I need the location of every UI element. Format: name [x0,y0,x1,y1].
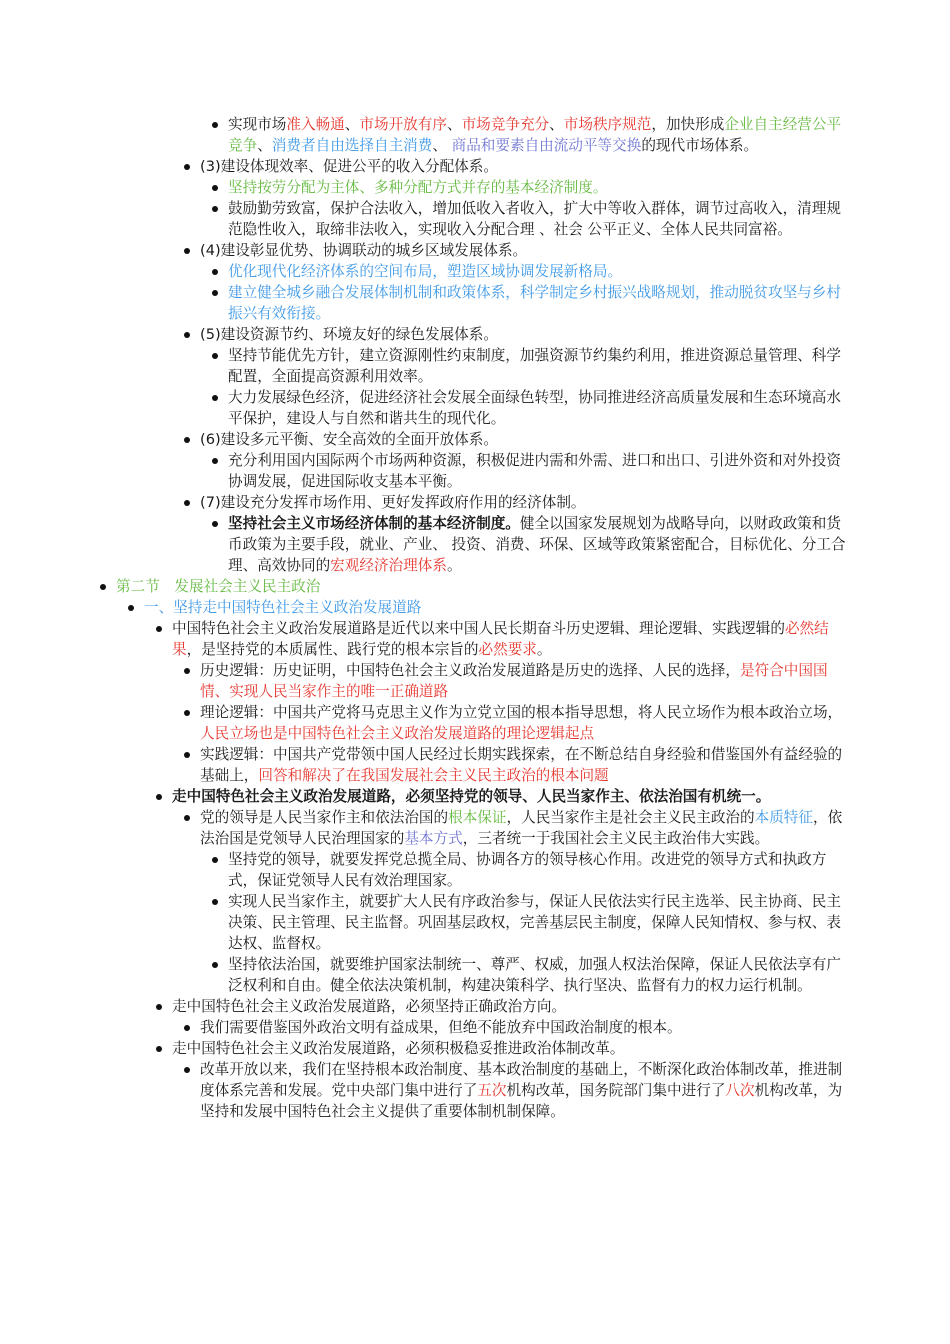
list-item-text [200,156,846,177]
bullet-icon [212,269,218,275]
list-item-level-3 [0,1038,846,1059]
bullet-icon [212,206,218,212]
highlighted-text: 根本保证 [448,809,507,826]
list-item-level-5 [0,387,846,429]
text-run: 充分利用国内国际两个市场两种资源，积极促进内需和外需、进口和出口、引进外资和对外投资协调发展，促进国际收支基本平衡。 [228,452,841,490]
text-run: 。 [446,557,462,574]
highlighted-text: 企业自主经营公平竞争 [228,116,842,154]
bullet-icon [212,521,218,527]
list-item-text [228,513,846,576]
list-item-text [200,660,846,702]
highlighted-text: 准入畅通 [286,116,345,133]
highlighted-text: 基本方式 [404,830,463,847]
list-item-level-5 [0,177,846,198]
list-item-text [144,597,846,618]
list-item-level-5 [0,891,846,954]
list-item-text [228,261,846,282]
bullet-icon [212,185,218,191]
list-item-level-2 [0,597,846,618]
text-run: 理论逻辑：中国共产党将马克思主义作为立党立国的根本指导思想，将人民立场作为根本政治立场， [200,704,843,721]
list-item-text [200,240,846,261]
highlighted-text: 一、坚持走中国特色社会主义政治发展道路 [144,599,422,616]
text-run: 坚持依法治国，就要维护国家法制统一、尊严、权威，加强人权法治保障，保证人民依法享有广泛权利和自由。健全依法决策机制，构建决策科学、执行坚决、监督有力的权力运行机制。 [228,956,841,994]
bullet-icon [156,626,162,632]
list-item-level-1 [0,576,846,597]
highlighted-text: 回答和解决了在我国发展社会主义民主政治的根本问题 [258,767,609,784]
text-run: ，三者统一于我国社会主义民主政治伟大实践。 [462,830,770,847]
list-item-level-5 [0,261,846,282]
text-run: 坚持党的领导，就要发挥党总揽全局、协调各方的领导核心作用。改进党的领导方式和执政方式，保证党领导人民有效治理国家。 [228,851,827,889]
text-run: 走中国特色社会主义政治发展道路，必须坚持正确政治方向。 [172,998,567,1015]
highlighted-text: 市场竞争充分 [461,116,550,133]
text-run: 走中国特色社会主义政治发展道路，必须积极稳妥推进政治体制改革。 [172,1040,625,1057]
list-item-text [228,387,846,429]
list-item-text [228,177,846,198]
text-run: 、 [344,116,360,133]
list-item-text [200,1059,846,1122]
list-item-text [228,198,846,240]
highlighted-text: 必然结果 [172,620,829,658]
bullet-icon [156,794,162,800]
list-item-text [200,1017,846,1038]
list-item-level-4 [0,744,846,786]
list-item-text [172,786,846,807]
text-run: 的现代市场体系。 [641,137,759,154]
text-run: 历史逻辑：历史证明，中国特色社会主义政治发展道路是历史的选择、人民的选择， [200,662,740,679]
list-item-text [228,849,846,891]
list-item-level-4 [0,324,846,345]
bullet-icon [184,1025,190,1031]
list-item-level-4 [0,156,846,177]
list-item-level-5 [0,114,846,156]
list-item-level-5 [0,345,846,387]
list-item-text [228,954,846,996]
list-item-level-4 [0,660,846,702]
bullet-icon [212,857,218,863]
bullet-icon [184,164,190,170]
text-run: 改革开放以来，我们在坚持根本政治制度、基本政治制度的基础上，不断深化政治体制改革，推进制度体系完善和发展。党中央部门集中进行了 [200,1061,843,1099]
bullet-icon [184,710,190,716]
list-item-level-5 [0,198,846,240]
list-item-level-4 [0,1059,846,1122]
text-run: 坚持社会主义市场经济体制的基本经济制度。 [228,515,520,532]
text-run: 、 [446,116,462,133]
bullet-icon [128,605,134,611]
list-item-level-5 [0,450,846,492]
highlighted-text: 坚持按劳分配为主体、多种分配方式并存的基本经济制度。 [228,179,608,196]
bullet-icon [184,752,190,758]
highlighted-text: 第二节 发展社会主义民主政治 [116,578,321,595]
text-run: (6)建设多元平衡、安全高效的全面开放体系。 [200,431,498,448]
bullet-icon [184,437,190,443]
text-run: 、 [257,137,272,154]
text-run: 健全以国家发展规划为战略导向，以财政政策和货币政策为主要手段，就业、产业、 投资、消费、环保、区域等政策紧密配合，目标优化、分工合理、高效协同的 [228,515,846,574]
highlighted-text: 市场开放有序 [359,116,447,133]
list-item-level-3 [0,786,846,807]
highlighted-text: 宏观经济治理体系 [330,557,447,574]
text-run: 走中国特色社会主义政治发展道路，必须坚持党的领导、人民当家作主、依法治国有机统一。 [172,788,771,805]
list-item-text [228,891,846,954]
highlighted-text: 八次 [725,1082,755,1099]
text-run: 我们需要借鉴国外政治文明有益成果，但绝不能放弃中国政治制度的根本。 [200,1019,682,1036]
bullet-icon [184,332,190,338]
bullet-icon [156,1046,162,1052]
text-run: 大力发展绿色经济，促进经济社会发展全面绿色转型，协同推进经济高质量发展和生态环境高水平保护，建设人与自然和谐共生的现代化。 [228,389,841,427]
text-run: 机构改革，国务院部门集中进行了 [506,1082,726,1099]
bullet-icon [212,290,218,296]
text-run: ，依法治国是党领导人民治理国家的 [200,809,843,847]
bullet-icon [184,668,190,674]
bullet-icon [156,1004,162,1010]
text-run: ，加快形成 [651,116,725,133]
highlighted-text: 消费者自由选择自主消费 [271,137,433,154]
bullet-icon [212,395,218,401]
list-item-text [200,807,846,849]
list-item-level-4 [0,492,846,513]
list-item-text [172,1038,846,1059]
highlighted-text: 是符合中国国情、实现人民当家作主的唯一正确道路 [200,662,828,700]
text-run: 党的领导是人民当家作主和依法治国的 [200,809,449,826]
list-item-text [200,744,846,786]
text-run: 中国特色社会主义政治发展道路是近代以来中国人民长期奋斗历史逻辑、理论逻辑、实践逻辑的 [172,620,785,637]
highlighted-text: 商品和要素自由流动平等交换 [451,137,642,154]
list-item-text [200,492,846,513]
bullet-icon [184,815,190,821]
bullet-icon [100,584,106,590]
bullet-icon [212,962,218,968]
bullet-icon [184,1067,190,1073]
list-item-level-4 [0,807,846,849]
list-item-text [172,996,846,1017]
highlighted-text: 必然要求 [478,641,537,658]
highlighted-text: 本质特征 [754,809,813,826]
list-item-text [228,345,846,387]
list-item-level-4 [0,240,846,261]
text-run: ，是坚持党的本质属性、践行党的根本宗旨的 [186,641,479,658]
list-item-text [200,324,846,345]
text-run: 实践逻辑：中国共产党带领中国人民经过长期实践探索，在不断总结自身经验和借鉴国外有益经验的基础上， [200,746,843,784]
text-run: (4)建设彰显优势、协调联动的城乡区域发展体系。 [200,242,528,259]
list-item-text [200,702,846,744]
list-item-level-4 [0,702,846,744]
document-outline [0,114,950,1122]
list-item-level-4 [0,1017,846,1038]
bullet-icon [212,899,218,905]
text-run: (5)建设资源节约、环境友好的绿色发展体系。 [200,326,498,343]
bullet-icon [184,248,190,254]
list-item-text [228,114,846,156]
bullet-icon [184,500,190,506]
list-item-level-5 [0,849,846,891]
list-item-level-5 [0,954,846,996]
list-item-text [172,618,846,660]
text-run: 、 [549,116,564,133]
list-item-level-3 [0,996,846,1017]
highlighted-text: 人民立场也是中国特色社会主义政治发展道路的理论逻辑起点 [200,725,595,742]
list-item-text [228,282,846,324]
list-item-level-3 [0,618,846,660]
bullet-icon [212,353,218,359]
highlighted-text: 五次 [477,1082,507,1099]
bullet-icon [212,458,218,464]
list-item-level-5 [0,282,846,324]
text-run: 鼓励勤劳致富，保护合法收入，增加低收入者收入，扩大中等收入群体，调节过高收入，清理规范隐性收入，取缔非法收入，实现收入分配合理 、社会 公平正义、全体人民共同富裕。 [228,200,841,238]
text-run: 、 [432,137,452,154]
text-run: 。 [536,641,552,658]
list-item-level-4 [0,429,846,450]
text-run: 实现人民当家作主，就要扩大人民有序政治参与，保证人民依法实行民主选举、民主协商、民主决策、民主管理、民主监督。巩固基层政权，完善基层民主制度，保障人民知情权、参与权、表达权、监督权。 [228,893,841,952]
text-run: 实现市场 [228,116,287,133]
text-run: 坚持节能优先方针，建立资源刚性约束制度，加强资源节约集约利用，推进资源总量管理、科学配置，全面提高资源利用效率。 [228,347,841,385]
highlighted-text: 优化现代化经济体系的空间布局，塑造区域协调发展新格局。 [228,263,623,280]
highlighted-text: 建立健全城乡融合发展体制机制和政策体系，科学制定乡村振兴战略规划，推动脱贫攻坚与乡村振兴有效衔接。 [228,284,841,322]
list-item-text [200,429,846,450]
bullet-icon [212,122,218,128]
text-run: 机构改革，为坚持和发展中国特色社会主义提供了重要体制机制保障。 [200,1082,843,1120]
highlighted-text: 市场秩序规范 [563,116,652,133]
list-item-level-5 [0,513,846,576]
list-item-text [116,576,846,597]
text-run: (3)建设体现效率、促进公平的收入分配体系。 [200,158,498,175]
text-run: ，人民当家作主是社会主义民主政治的 [506,809,755,826]
text-run: (7)建设充分发挥市场作用、更好发挥政府作用的经济体制。 [200,494,586,511]
list-item-text [228,450,846,492]
